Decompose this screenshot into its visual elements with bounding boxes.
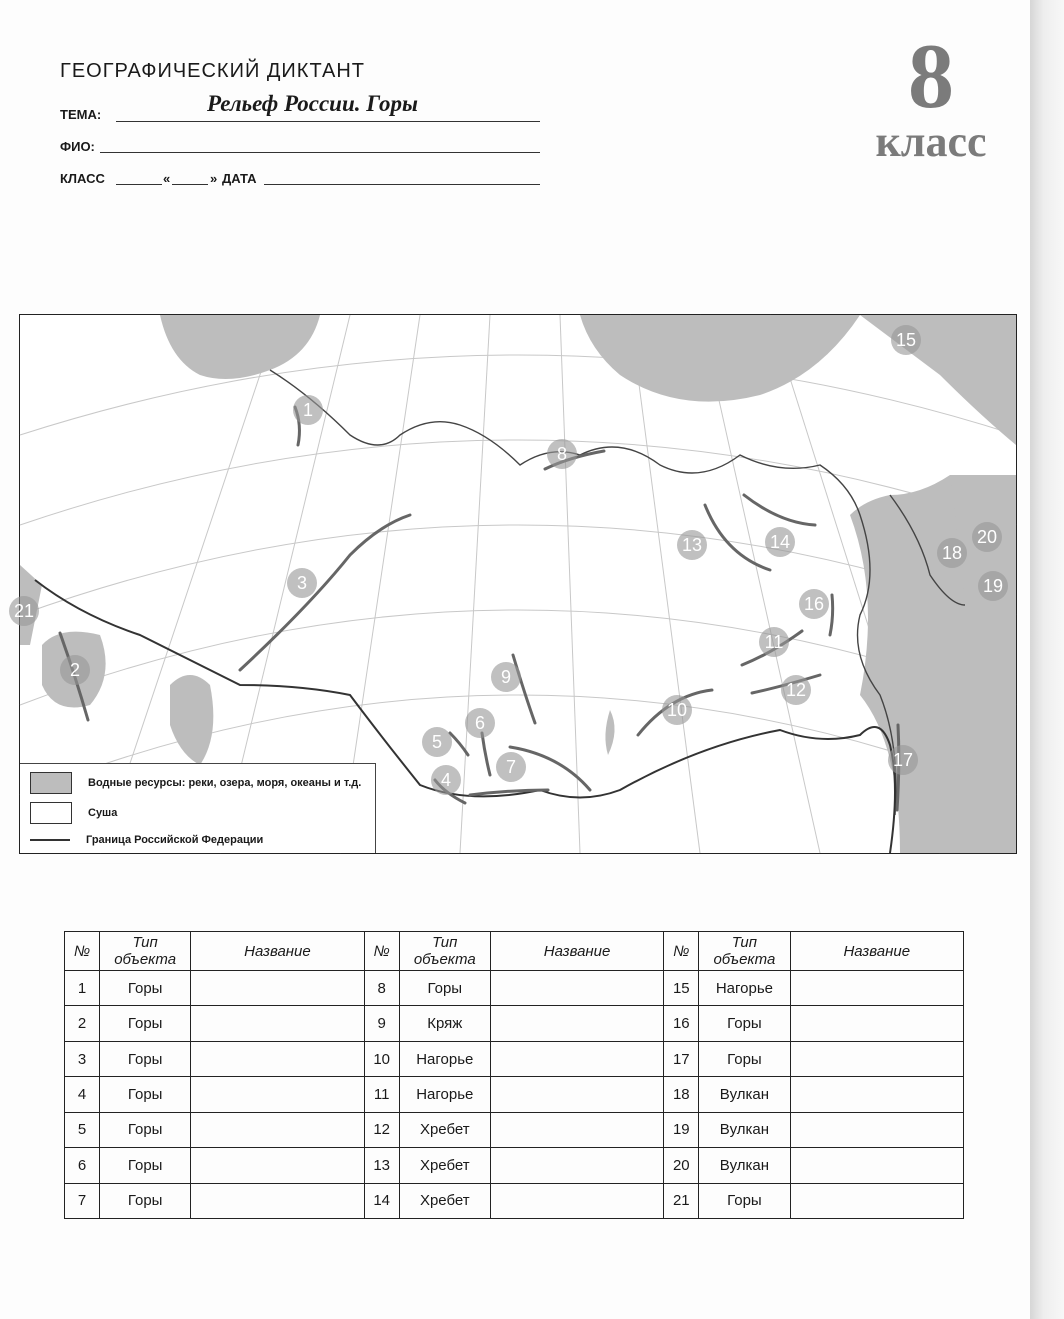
cell-type: Кряж: [399, 1006, 490, 1041]
table-row: [65, 1041, 964, 1076]
cell-type: Горы: [100, 1183, 191, 1218]
cell-type: Горы: [100, 1077, 191, 1112]
cell-name-input[interactable]: [191, 1148, 364, 1183]
map-label-11: 11: [759, 627, 789, 657]
cell-name-input[interactable]: [191, 1112, 364, 1147]
cell-type: Вулкан: [699, 1112, 790, 1147]
cell-name-input[interactable]: [490, 971, 663, 1006]
cell-no: 6: [65, 1148, 100, 1183]
map-label-4: 4: [431, 765, 461, 795]
map-legend: [20, 763, 376, 853]
cell-name-input[interactable]: [790, 1148, 964, 1183]
cell-type: Горы: [100, 1112, 191, 1147]
cell-name-input[interactable]: [191, 1183, 364, 1218]
cell-type: Горы: [100, 1041, 191, 1076]
table-row: [65, 1006, 964, 1041]
cell-no: 9: [364, 1006, 399, 1041]
cell-no: 8: [364, 971, 399, 1006]
cell-name-input[interactable]: [191, 971, 364, 1006]
map-label-6: 6: [465, 708, 495, 738]
cell-no: 5: [65, 1112, 100, 1147]
cell-type: Хребет: [399, 1112, 490, 1147]
topic-field-line[interactable]: [116, 121, 540, 122]
cell-name-input[interactable]: [790, 971, 964, 1006]
table-row: [65, 1183, 964, 1218]
date-label: ДАТА: [222, 171, 257, 186]
map-label-14: 14: [765, 527, 795, 557]
table-row: [65, 1077, 964, 1112]
legend-water-row: [30, 772, 361, 794]
legend-border-label: Граница Российской Федерации: [86, 834, 264, 846]
page-title: ГЕОГРАФИЧЕСКИЙ ДИКТАНТ: [60, 60, 366, 82]
cell-name-input[interactable]: [490, 1148, 663, 1183]
map-label-16: 16: [799, 589, 829, 619]
cell-type: Хребет: [399, 1183, 490, 1218]
cell-name-input[interactable]: [490, 1183, 663, 1218]
cell-type: Горы: [100, 1148, 191, 1183]
col-name-2: Название: [490, 932, 663, 971]
legend-land-row: [30, 802, 117, 824]
cell-no: 16: [664, 1006, 699, 1041]
topic-value: Рельеф России. Горы: [207, 91, 418, 116]
map-label-8: 8: [547, 439, 577, 469]
cell-no: 7: [65, 1183, 100, 1218]
cell-no: 4: [65, 1077, 100, 1112]
map-label-21: 21: [9, 596, 39, 626]
cell-type: Вулкан: [699, 1148, 790, 1183]
cell-no: 20: [664, 1148, 699, 1183]
cell-type: Нагорье: [699, 971, 790, 1006]
table-row: [65, 971, 964, 1006]
cell-type: Нагорье: [399, 1041, 490, 1076]
cell-no: 3: [65, 1041, 100, 1076]
map-label-17: 17: [888, 745, 918, 775]
cell-no: 10: [364, 1041, 399, 1076]
map-label-19: 19: [978, 571, 1008, 601]
cell-type: Нагорье: [399, 1077, 490, 1112]
cell-type: Горы: [699, 1183, 790, 1218]
cell-no: 19: [664, 1112, 699, 1147]
map-label-1: 1: [293, 395, 323, 425]
cell-name-input[interactable]: [191, 1041, 364, 1076]
cell-type: Хребет: [399, 1148, 490, 1183]
fio-field-line[interactable]: [100, 152, 540, 153]
class-label: КЛАСС: [60, 171, 105, 186]
map-label-2: 2: [60, 655, 90, 685]
cell-type: Горы: [699, 1006, 790, 1041]
col-name-3: Название: [790, 932, 964, 971]
cell-no: 1: [65, 971, 100, 1006]
date-field-line[interactable]: [264, 184, 540, 185]
map-label-7: 7: [496, 752, 526, 782]
cell-name-input[interactable]: [191, 1077, 364, 1112]
cell-no: 13: [364, 1148, 399, 1183]
border-swatch: [30, 839, 70, 841]
map-label-12: 12: [781, 675, 811, 705]
map-label-9: 9: [491, 662, 521, 692]
cell-no: 14: [364, 1183, 399, 1218]
cell-name-input[interactable]: [790, 1077, 964, 1112]
cell-name-input[interactable]: [790, 1006, 964, 1041]
close-quote: »: [210, 171, 218, 186]
table-row: [65, 1112, 964, 1147]
cell-name-input[interactable]: [490, 1041, 663, 1076]
cell-no: 12: [364, 1112, 399, 1147]
table-row: [65, 1148, 964, 1183]
cell-no: 2: [65, 1006, 100, 1041]
legend-water-label: Водные ресурсы: реки, озера, моря, океаны и т.д.: [88, 777, 362, 789]
map-label-15: 15: [891, 325, 921, 355]
col-type-1: Тип объекта: [100, 932, 191, 971]
cell-type: Горы: [699, 1041, 790, 1076]
cell-name-input[interactable]: [191, 1006, 364, 1041]
legend-border-row: [30, 834, 263, 846]
coastline: [270, 370, 965, 815]
col-type-2: Тип объекта: [399, 932, 490, 971]
cell-name-input[interactable]: [490, 1077, 663, 1112]
grade-number: 8: [908, 25, 954, 127]
cell-no: 21: [664, 1183, 699, 1218]
cell-type: Горы: [100, 1006, 191, 1041]
cell-name-input[interactable]: [790, 1041, 964, 1076]
cell-no: 18: [664, 1077, 699, 1112]
col-name-1: Название: [191, 932, 364, 971]
map-label-13: 13: [677, 530, 707, 560]
cell-name-input[interactable]: [490, 1006, 663, 1041]
cell-no: 17: [664, 1041, 699, 1076]
cell-name-input[interactable]: [790, 1112, 964, 1147]
topic-label: ТЕМА:: [60, 107, 102, 122]
grade-word: класс: [875, 117, 987, 166]
answer-table: [64, 931, 964, 1219]
col-no-1: №: [65, 932, 100, 971]
cell-type: Горы: [399, 971, 490, 1006]
cell-name-input[interactable]: [490, 1112, 663, 1147]
fio-label: ФИО:: [60, 139, 95, 154]
cell-type: Горы: [100, 971, 191, 1006]
map-label-18: 18: [937, 538, 967, 568]
cell-no: 11: [364, 1077, 399, 1112]
class-field-line[interactable]: [116, 184, 162, 185]
water-swatch: [30, 772, 72, 794]
cell-type: Вулкан: [699, 1077, 790, 1112]
legend-land-label: Суша: [88, 807, 118, 819]
page-edge: [1030, 0, 1064, 1319]
map-label-3: 3: [287, 568, 317, 598]
class-letter-line[interactable]: [172, 184, 208, 185]
col-type-3: Тип объекта: [699, 932, 790, 971]
map-label-10: 10: [662, 695, 692, 725]
cell-name-input[interactable]: [790, 1183, 964, 1218]
map-label-20: 20: [972, 522, 1002, 552]
col-no-2: №: [364, 932, 399, 971]
land-swatch: [30, 802, 72, 824]
cell-no: 15: [664, 971, 699, 1006]
map-label-5: 5: [422, 727, 452, 757]
open-quote: «: [163, 171, 171, 186]
col-no-3: №: [664, 932, 699, 971]
table-header-row: [65, 932, 964, 971]
